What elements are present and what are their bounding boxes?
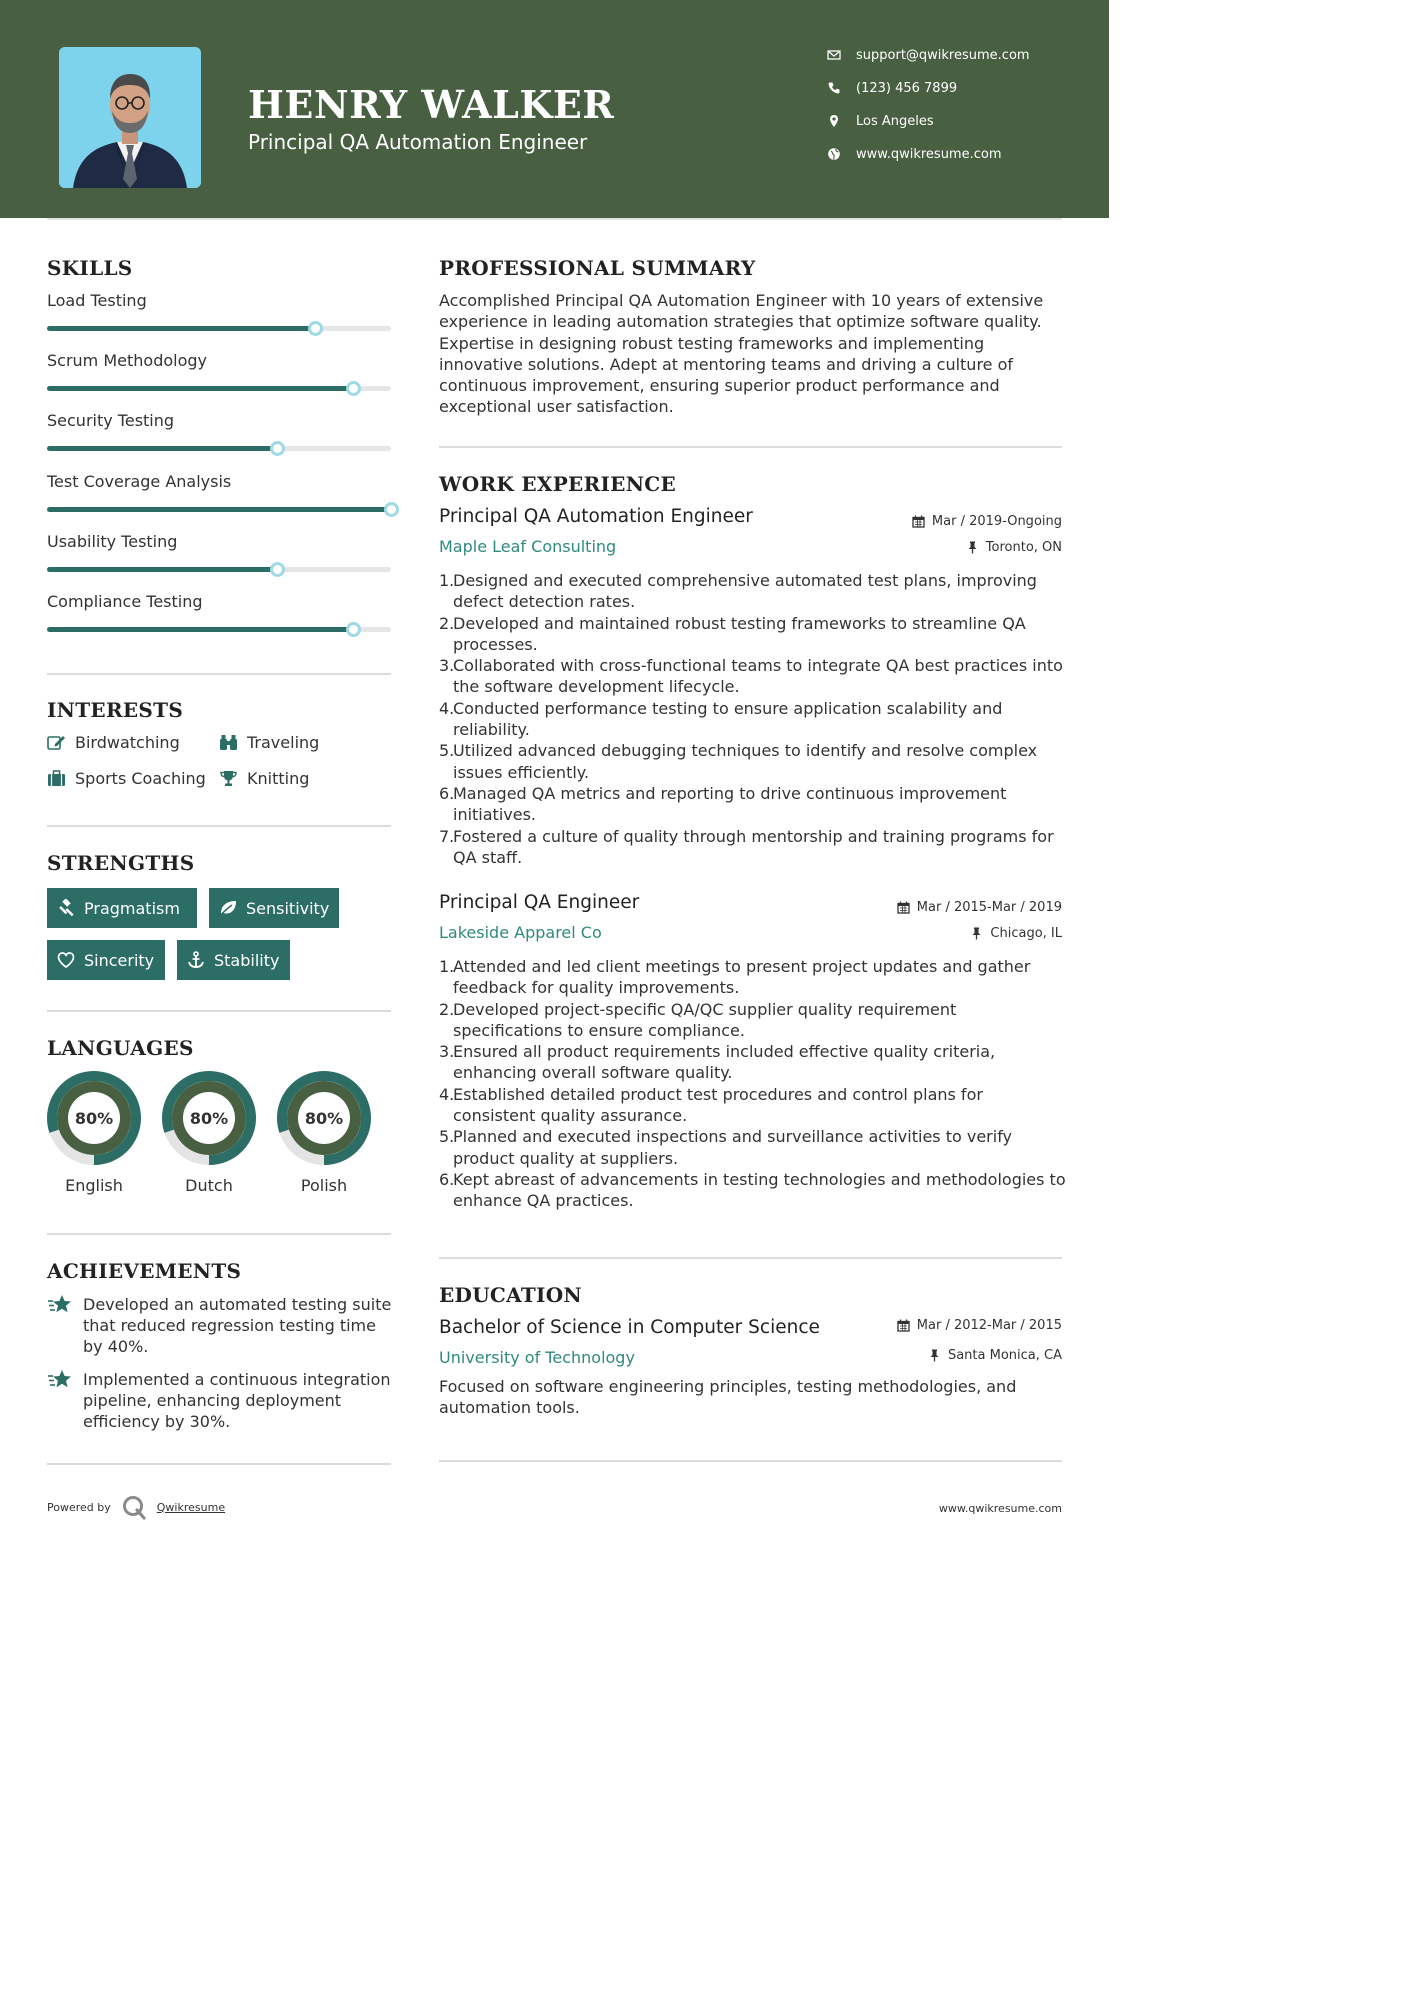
skill-level-fill <box>47 326 315 331</box>
school-name: University of Technology <box>439 1348 635 1367</box>
language-percent: 80% <box>304 1109 344 1128</box>
duty-text: Designed and executed comprehensive automated test plans, improving defect detection rates. <box>453 571 1037 612</box>
footer-website-link[interactable]: www.qwikresume.com <box>938 1502 1062 1515</box>
skill-level-fill <box>47 567 277 572</box>
achievements-divider <box>47 1463 391 1465</box>
contact-location <box>827 111 934 131</box>
education-divider <box>439 1460 1062 1462</box>
company-name: Maple Leaf Consulting <box>439 537 617 556</box>
achievements-heading: ACHIEVEMENTS <box>47 1259 242 1283</box>
skill-level-fill <box>47 386 353 391</box>
duty-item: 2. Developed project-specific QA/QC supplier quality requirement specifications to ensure compliance. <box>439 999 1069 1042</box>
briefcase-icon <box>47 770 66 787</box>
achievement-text: Developed an automated testing suite that reduced regression testing time by 40%. <box>83 1295 392 1356</box>
job-location-text: Chicago, IL <box>990 926 1062 941</box>
languages-divider <box>47 1233 391 1235</box>
skill-label: Scrum Methodology <box>47 351 207 371</box>
duty-item: 5. Planned and executed inspections and surveillance activities to verify product quality at suppliers. <box>439 1126 1069 1169</box>
profile-photo <box>59 47 201 188</box>
duty-item: 3. Collaborated with cross-functional teams to integrate QA best practices into the software development lifecycle. <box>439 655 1069 698</box>
skill-level-knob <box>384 502 399 517</box>
duty-item: 3. Ensured all product requirements included effective quality criteria, enhancing overall software quality. <box>439 1041 1069 1084</box>
duty-item: 4. Established detailed product test procedures and control plans for consistent quality assurance. <box>439 1084 1069 1127</box>
duty-text: Established detailed product test procedures and control plans for consistent quality assurance. <box>453 1084 983 1126</box>
duty-text: Developed and maintained robust testing frameworks to streamline QA processes. <box>453 613 1026 654</box>
duty-item: 4. Conducted performance testing to ensure application scalability and reliability. <box>439 698 1069 741</box>
skill-label: Load Testing <box>47 291 147 310</box>
binoculars-icon <box>219 734 238 751</box>
skill-level-knob <box>308 321 323 336</box>
skill-level-bar <box>47 326 391 331</box>
achievement-item <box>47 1294 397 1357</box>
skill-level-knob <box>346 622 361 637</box>
interest-label: Birdwatching <box>75 733 180 752</box>
skill-level-bar <box>47 567 391 572</box>
duty-text: Ensured all product requirements included effective quality criteria, enhancing overall software quality. <box>453 1042 996 1083</box>
job-duties-list <box>439 570 1069 868</box>
heart-icon <box>57 951 75 969</box>
summary-text: Accomplished Principal QA Automation Engineer with 10 years of extensive experience in leading automation strategies that optimize software quality. Expertise in designing robust testing frameworks and implementing innovative solutions. Adept at mentoring teams and driving a culture of continuous improvement, ensuring superior product performance and exceptional user satisfaction. <box>439 291 1044 417</box>
calendar-icon <box>897 1319 910 1332</box>
interest-item <box>219 733 319 752</box>
skill-level-bar <box>47 507 391 512</box>
skill-level-knob <box>270 441 285 456</box>
duty-item: 1. Attended and led client meetings to present project updates and gather feedback for quality improvements. <box>439 956 1069 999</box>
qwikresume-link[interactable]: Qwikresume <box>156 1500 226 1514</box>
edit-icon <box>47 734 66 751</box>
contact-email[interactable] <box>827 45 1030 65</box>
duty-text: Managed QA metrics and reporting to drive continuous improvement initiatives. <box>453 783 1007 825</box>
experience-heading: WORK EXPERIENCE <box>439 472 677 496</box>
skill-level-bar <box>47 446 391 451</box>
job-location <box>966 540 1062 555</box>
duty-text: Attended and led client meetings to present project updates and gather feedback for quality improvements. <box>453 957 1031 998</box>
contact-email-text: support@qwikresume.com <box>856 47 1030 63</box>
duty-text: Planned and executed inspections and surveillance activities to verify product quality at suppliers. <box>453 1127 1013 1168</box>
summary-divider <box>439 446 1062 448</box>
education-dates <box>897 1318 1062 1333</box>
language-percent: 80% <box>74 1109 114 1128</box>
candidate-name: HENRY WALKER <box>248 82 615 127</box>
duty-text: Collaborated with cross-functional teams to integrate QA best practices into the software development lifecycle. <box>453 656 1063 697</box>
interest-label: Sports Coaching <box>75 769 206 788</box>
strength-label: Sensitivity <box>246 898 330 918</box>
skill-level-knob <box>270 562 285 577</box>
job-location <box>970 926 1062 941</box>
skill-label: Compliance Testing <box>47 592 203 611</box>
strength-label: Stability <box>214 950 280 970</box>
strengths-divider <box>47 1010 391 1012</box>
skill-label: Usability Testing <box>47 531 178 551</box>
duty-text: Developed project-specific QA/QC supplier quality requirement specifications to ensure compliance. <box>453 999 957 1040</box>
skill-label: Security Testing <box>47 411 175 431</box>
education-location <box>928 1348 1062 1363</box>
duty-item: 6. Managed QA metrics and reporting to drive continuous improvement initiatives. <box>439 783 1069 826</box>
trophy-icon <box>219 770 238 787</box>
strength-label: Pragmatism <box>84 898 180 918</box>
duty-text: Kept abreast of advancements in testing technologies and methodologies to enhance QA practices. <box>453 1169 1066 1211</box>
language-name: Dutch <box>185 1176 233 1195</box>
phone-icon <box>827 81 841 95</box>
skill-level-fill <box>47 446 277 451</box>
skill-level-fill <box>47 507 391 512</box>
interest-item <box>47 733 180 752</box>
duty-text: Fostered a culture of quality through mentorship and training programs for QA staff. <box>453 826 1054 867</box>
education-description: Focused on software engineering principles, testing methodologies, and automation tools. <box>439 1377 1017 1418</box>
header-divider <box>47 218 1062 220</box>
candidate-title: Principal QA Automation Engineer <box>248 130 588 154</box>
skill-level-knob <box>346 381 361 396</box>
qwikresume-logo-icon <box>121 1494 147 1520</box>
globe-icon <box>827 147 841 161</box>
interest-label: Traveling <box>247 733 320 752</box>
powered-by-label: Powered by <box>47 1500 111 1514</box>
interests-heading: INTERESTS <box>47 698 184 722</box>
job-title: Principal QA Automation Engineer <box>439 506 753 527</box>
job-dates-text: Mar / 2015-Mar / 2019 <box>916 900 1062 915</box>
strength-badge <box>47 940 165 980</box>
company-name: Lakeside Apparel Co <box>439 923 602 942</box>
duty-item: 5. Utilized advanced debugging techniques to identify and resolve complex issues efficiently. <box>439 740 1069 783</box>
strength-badge <box>209 888 339 928</box>
contact-location-text: Los Angeles <box>856 113 934 129</box>
skills-divider <box>47 673 391 675</box>
job-dates <box>897 900 1062 915</box>
duty-item: 1. Designed and executed comprehensive automated test plans, improving defect detection rates. <box>439 570 1069 613</box>
degree-title: Bachelor of Science in Computer Science <box>439 1317 820 1338</box>
education-location-text: Santa Monica, CA <box>947 1348 1062 1363</box>
duty-item: 7. Fostered a culture of quality through mentorship and training programs for QA staff. <box>439 826 1069 869</box>
duty-item: 2. Developed and maintained robust testing frameworks to streamline QA processes. <box>439 613 1069 656</box>
map-marker-icon <box>827 114 841 128</box>
resume-header <box>0 0 1109 218</box>
strength-label: Sincerity <box>84 950 155 970</box>
language-level-ring <box>46 1070 142 1166</box>
gavel-icon <box>57 899 75 917</box>
job-dates <box>912 514 1062 529</box>
anchor-icon <box>187 951 205 969</box>
strength-badge <box>177 940 290 980</box>
duty-text: Conducted performance testing to ensure application scalability and reliability. <box>453 698 1003 740</box>
achievement-text: Implemented a continuous integration pipeline, enhancing deployment efficiency by 30%. <box>83 1370 391 1431</box>
footer-powered-by <box>47 1494 225 1520</box>
star-award-icon <box>47 1369 73 1391</box>
language-item <box>276 1070 372 1195</box>
skill-level-fill <box>47 627 353 632</box>
interest-item <box>219 769 309 788</box>
language-item <box>46 1070 142 1195</box>
pushpin-icon <box>966 541 979 554</box>
skill-level-bar <box>47 627 391 632</box>
envelope-icon <box>827 48 841 62</box>
job-duties-list <box>439 956 1069 1212</box>
pushpin-icon <box>970 927 983 940</box>
calendar-icon <box>912 515 925 528</box>
summary-heading: PROFESSIONAL SUMMARY <box>439 256 756 280</box>
language-name: Polish <box>300 1176 348 1195</box>
language-item <box>161 1070 257 1195</box>
language-level-ring <box>161 1070 257 1166</box>
experience-divider <box>439 1257 1062 1259</box>
calendar-icon <box>897 901 910 914</box>
job-title: Principal QA Engineer <box>439 892 640 913</box>
job-location-text: Toronto, ON <box>985 540 1062 555</box>
skills-heading: SKILLS <box>47 256 133 280</box>
star-award-icon <box>47 1294 73 1316</box>
contact-phone-text: (123) 456 7899 <box>856 80 958 96</box>
interest-label: Knitting <box>247 769 310 788</box>
language-name: English <box>65 1176 123 1195</box>
strengths-heading: STRENGTHS <box>47 851 195 875</box>
contact-website-text: www.qwikresume.com <box>856 146 1002 162</box>
pushpin-icon <box>928 1349 941 1362</box>
strength-badge <box>47 888 197 928</box>
duty-item: 6. Kept abreast of advancements in testing technologies and methodologies to enhance QA practices. <box>439 1169 1069 1212</box>
education-heading: EDUCATION <box>439 1283 583 1307</box>
job-dates-text: Mar / 2019-Ongoing <box>931 514 1062 529</box>
skill-label: Test Coverage Analysis <box>47 471 232 491</box>
contact-phone[interactable] <box>827 78 957 98</box>
languages-heading: LANGUAGES <box>47 1036 194 1060</box>
language-percent: 80% <box>189 1109 229 1128</box>
skill-level-bar <box>47 386 391 391</box>
duty-text: Utilized advanced debugging techniques to identify and resolve complex issues efficiently. <box>453 741 1038 782</box>
education-dates-text: Mar / 2012-Mar / 2015 <box>916 1318 1062 1333</box>
language-level-ring <box>276 1070 372 1166</box>
contact-website[interactable] <box>827 144 1002 164</box>
achievement-item <box>47 1369 397 1432</box>
leaf-icon <box>219 899 237 917</box>
interests-divider <box>47 825 391 827</box>
interest-item <box>47 769 206 788</box>
